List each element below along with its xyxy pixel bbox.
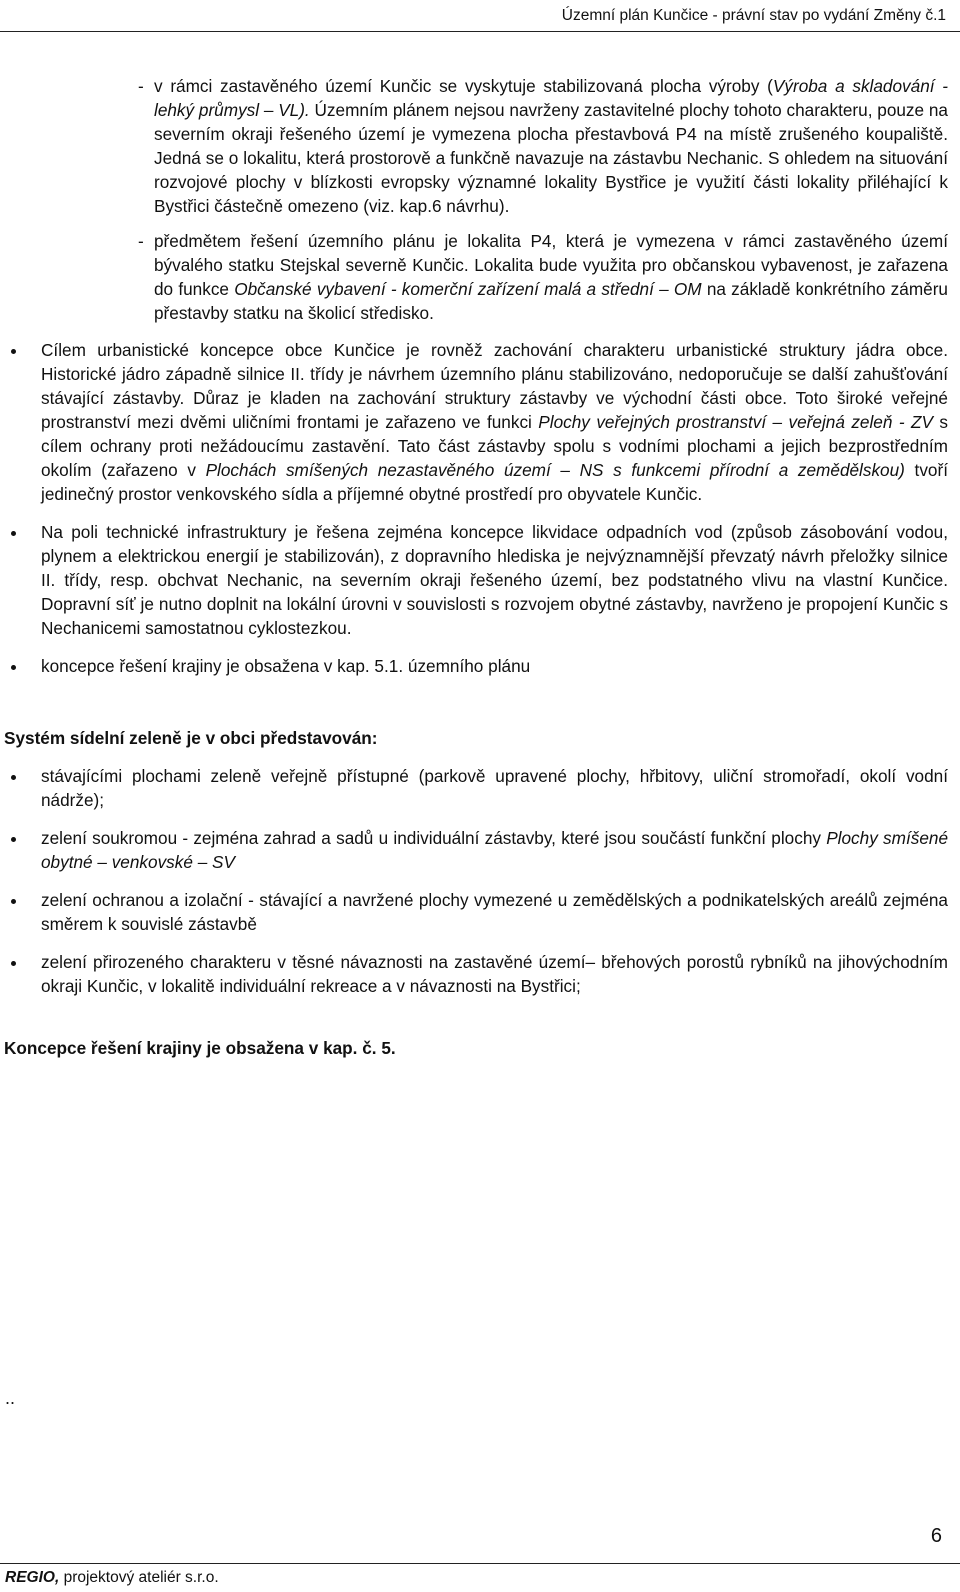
bullet-item-zelen-soukroma: zelení soukromou - zejména zahrad a sadů u individuální zástavby, které jsou součástí funkční plochy Plochy smíšené obytné – venkovské – SV [0,826,960,874]
header-title: Územní plán Kunčice - právní stav po vydání Změny č.1 [561,7,946,24]
document-body [0,74,960,1060]
dash-marker: - [138,76,144,96]
bullet-dot [11,899,16,904]
bullet-dot [11,961,16,966]
page-number: 6 [930,1525,942,1547]
bullet-dot [11,665,16,670]
dash-item-vyroba: - v rámci zastavěného území Kunčic se vyskytuje stabilizovaná plocha výroby (Výroba a skladování - lehký průmysl – VL). Územním plánem nejsou navrženy zastavitelné plochy tohoto charakteru, pouze na severním okraji řešeného území je vymezena plocha přestavbová P4 na místě zrušeného koupaliště. Jedná se o lokalitu, která prostorově a funkčně navazuje na zástavbu Nechanic. S ohledem na situování rozvojové plochy v blízkosti evropsky významné lokality Bystřice je využití části lokality přiléhající k Bystřici částečně omezeno (viz. kap.6 návrhu). [138,76,948,216]
bullet-item-koncepce-krajiny: koncepce řešení krajiny je obsažena v kap. 5.1. územního plánu [0,654,960,678]
bullet-item-zelen-prirozena: zelení přirozeného charakteru v těsné návaznosti na zastavěné území– břehových porostů rybníků na jihovýchodním okraji Kunčic, v lokalitě individuální rekreace a v návaznosti na Bystřici; [0,950,960,998]
page-header [0,0,960,32]
footer-company-brand: REGIO, [5,1569,60,1586]
bullet-item-zelen-verejna: stávajícími plochami zeleně veřejně přístupné (parkově upravené plochy, hřbitovy, uliční stromořadí, okolí vodní nádrže); [0,764,960,812]
stray-dots: .. [5,1388,16,1408]
bullet-item-urbanisticka-koncepce: Cílem urbanistické koncepce obce Kunčice je rovněž zachování charakteru urbanistické struktury jádra obce. Historické jádro západně silnice II. třídy je návrhem územního plánu stabilizováno, nedoporučuje se další zahušťování stávající zástavby. Důraz je kladen na zachování struktury zástavby ve východní části obce. Toto široké veřejné prostranství mezi dvěmi uličními frontami je zařazeno ve funkci Plochy veřejných prostranství – veřejná zeleň - ZV s cílem ochrany proti nežádoucímu zastavění. Tato část zástavby spolu s vodními plochami a jejich bezprostředním okolím (zařazeno v Plochách smíšených nezastavěného území – NS s funkcemi přírodní a zemědělskou) tvoří jedinečný prostor venkovského sídla a příjemné obytné prostředí pro obyvatele Kunčic. [0,338,960,506]
footer-rule [0,1563,960,1564]
bullet-dot [11,775,16,780]
dash-item-lokalita-p4: - předmětem řešení územního plánu je lokalita P4, která je vymezena v rámci zastavěného území bývalého statku Stejskal severně Kunčic. Lokalita bude využita pro občanskou vybavenost, je zařazena do funkce Občanské vybavení - komerční zařízení malá a střední – OM na základě konkrétního záměru přestavby statku na školicí středisko. [138,231,948,323]
section-heading-sidelni-zelen: Systém sídelní zeleně je v obci představován: [4,728,378,748]
bullet-dot [11,531,16,536]
dash-marker: - [138,231,144,251]
bullet-dot [11,349,16,354]
footer-company-rest: projektový ateliér s.r.o. [59,1569,219,1586]
section-heading-koncepce-krajiny: Koncepce řešení krajiny je obsažena v kap. č. 5. [4,1038,396,1058]
footer-company [5,1567,219,1589]
bullet-dot [11,837,16,842]
bullet-item-technicka-infrastruktura: Na poli technické infrastruktury je řešena zejména koncepce likvidace odpadních vod (způsob zásobování vodou, plynem a elektrickou energií je stabilizován), z dopravního hlediska je nejvýznamnější převzatý návrh přeložky silnice II. třídy, resp. obchvat Nechanic, na severním okraji řešeného území, bez podstatného vlivu na vlastní Kunčice. Dopravní síť je nutno doplnit na lokální úrovni v souvislosti s rozvojem obytné zástavby, navrženo je propojení Kunčic s Nechanicemi samostatnou cyklostezkou. [0,520,960,640]
bullet-item-zelen-ochranna: zelení ochranou a izolační - stávající a navržené plochy vymezené u zemědělských a podnikatelských areálů zejména směrem k souvislé zástavbě [0,888,960,936]
